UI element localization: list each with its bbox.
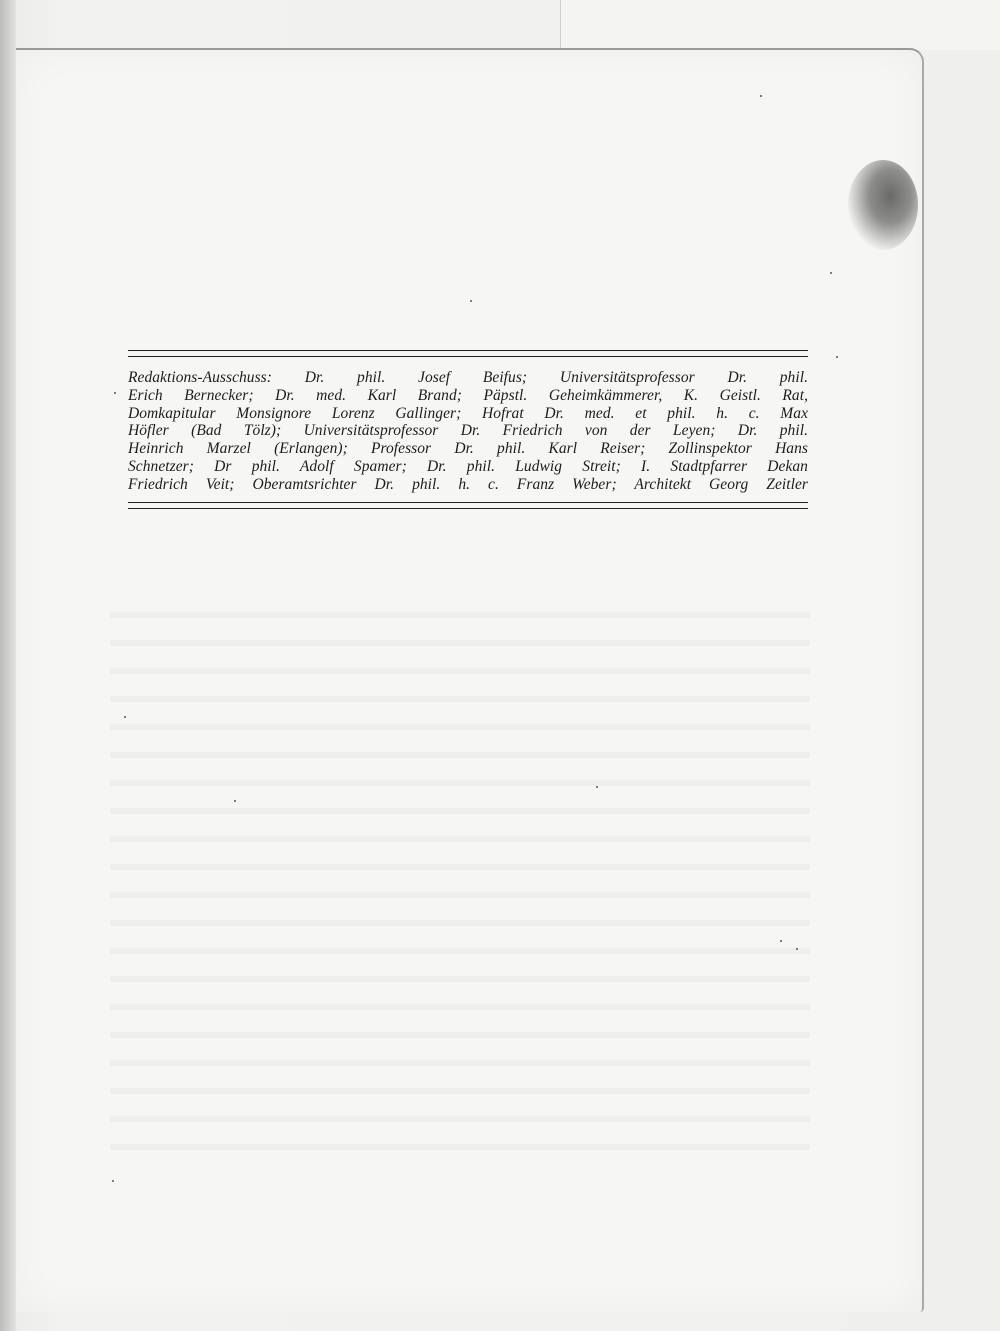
- committee-line-6: Schnetzer; Dr phil. Adolf Spamer; Dr. phil. Ludwig Streit; I. Stadtpfarrer Dekan: [128, 457, 808, 475]
- speck: [760, 95, 762, 97]
- ink-stain: [848, 160, 918, 250]
- speck: [112, 1180, 114, 1182]
- speck: [830, 272, 832, 274]
- underlying-page-edge: [560, 0, 1000, 50]
- speck: [234, 800, 236, 802]
- top-double-rule: [128, 350, 808, 357]
- book-spine-edge: [0, 0, 16, 1331]
- speck: [114, 392, 116, 394]
- speck: [780, 940, 782, 942]
- speck: [470, 300, 472, 302]
- editorial-committee-text: [128, 357, 808, 502]
- speck: [796, 948, 798, 950]
- committee-line-7: Friedrich Veit; Oberamtsrichter Dr. phil. h. c. Franz Weber; Architekt Georg Zeitler: [128, 475, 808, 493]
- speck: [124, 716, 126, 718]
- editorial-committee-box: [128, 350, 808, 509]
- bottom-double-rule: [128, 502, 808, 509]
- speck: [836, 356, 838, 358]
- committee-line-1: Redaktions-Ausschuss: Dr. phil. Josef Beifus; Universitätsprofessor Dr. phil.: [128, 369, 808, 386]
- committee-line-5: Heinrich Marzel (Erlangen); Professor Dr. phil. Karl Reiser; Zollinspektor Hans: [128, 440, 808, 458]
- committee-line-3: Domkapitular Monsignore Lorenz Gallinger; Hofrat Dr. med. et phil. h. c. Max: [128, 404, 808, 422]
- committee-line-2: Erich Bernecker; Dr. med. Karl Brand; Päpstl. Geheimkämmerer, K. Geistl. Rat,: [128, 386, 808, 404]
- speck: [596, 786, 598, 788]
- committee-line-4: Höfler (Bad Tölz); Universitätsprofessor Dr. Friedrich von der Leyen; Dr. phil.: [128, 422, 808, 440]
- bleed-through-text-area: [110, 590, 810, 1150]
